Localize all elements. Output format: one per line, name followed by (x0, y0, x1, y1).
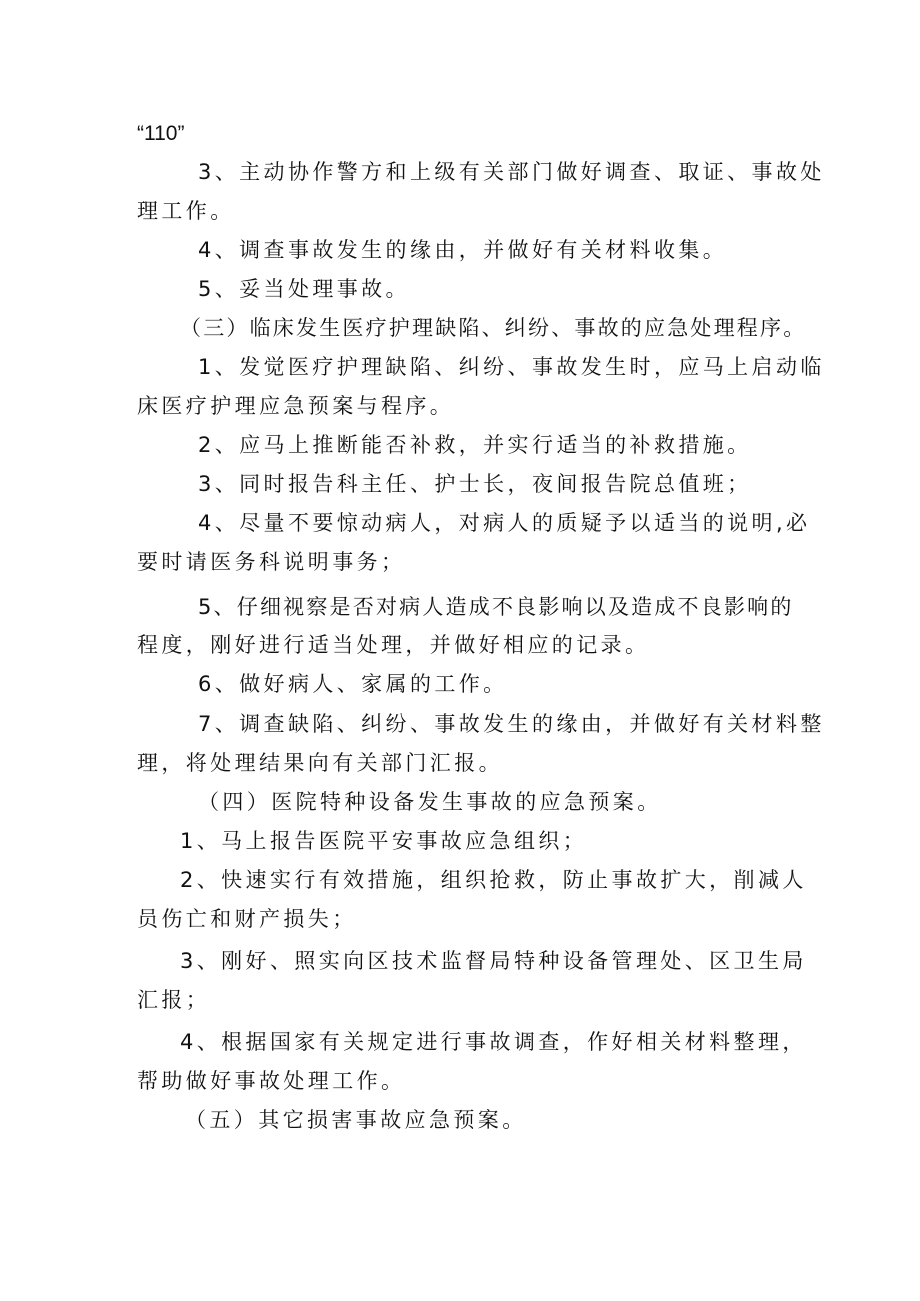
s4-item-4-line-1: 4、根据国家有关规定进行事故调查，作好相关材料整理， (180, 1030, 807, 1054)
s3-item-3-line: 3、同时报告科主任、护士长，夜间报告院总值班； (198, 472, 752, 496)
s3-item-4-line-2: 要时请医务科说明事务； (137, 550, 406, 574)
s3-item-6-line: 6、做好病人、家属的工作。 (198, 672, 508, 696)
s4-item-2-line-2: 员伤亡和财产损失； (137, 907, 357, 931)
s3-item-2-line: 2、应马上推断能否补救，并实行适当的补救措施。 (198, 433, 752, 457)
item-4-line: 4、调查事故发生的缘由，并做好有关材料收集。 (198, 238, 728, 262)
s3-item-7-line-1: 7、调查缺陷、纠纷、事故发生的缘由，并做好有关材料整 (198, 712, 825, 736)
s3-item-5-line-1: 5、仔细视察是否对病人造成不良影响以及造成不良影响的 (198, 595, 794, 619)
s3-item-7-line-2: 理，将处理结果向有关部门汇报。 (137, 751, 503, 775)
quote-110: “110” (137, 122, 185, 145)
s4-item-2-line-1: 2、快速实行有效措施，组织抢救，防止事故扩大，削减人 (180, 868, 807, 892)
s4-item-4-line-2: 帮助做好事故处理工作。 (137, 1069, 406, 1093)
item-3-line-1: 3、主动协作警方和上级有关部门做好调查、取证、事故处 (198, 160, 825, 184)
s4-item-1-line: 1、马上报告医院平安事故应急组织； (180, 829, 588, 853)
item-3-line-2: 理工作。 (137, 199, 235, 223)
s3-item-4-line-1: 4、尽量不要惊动病人，对病人的质疑予以适当的说明,必 (198, 511, 811, 535)
item-5-line: 5、妥当处理事故。 (198, 277, 410, 301)
section-3-heading: （三）临床发生医疗护理缺陷、纠纷、事故的应急处理程序。 (180, 316, 807, 340)
section-5-heading: （五）其它损害事故应急预案。 (185, 1108, 527, 1132)
s3-item-1-line-1: 1、发觉医疗护理缺陷、纠纷、事故发生时，应马上启动临 (198, 355, 825, 379)
section-4-heading: （四）医院特种设备发生事故的应急预案。 (198, 790, 662, 814)
s4-item-3-line-1: 3、刚好、照实向区技术监督局特种设备管理处、区卫生局 (180, 949, 807, 973)
s3-item-5-line-2: 程度，刚好进行适当处理，并做好相应的记录。 (137, 633, 650, 657)
s3-item-1-line-2: 床医疗护理应急预案与程序。 (137, 394, 455, 418)
s4-item-3-line-2: 汇报； (137, 988, 211, 1012)
